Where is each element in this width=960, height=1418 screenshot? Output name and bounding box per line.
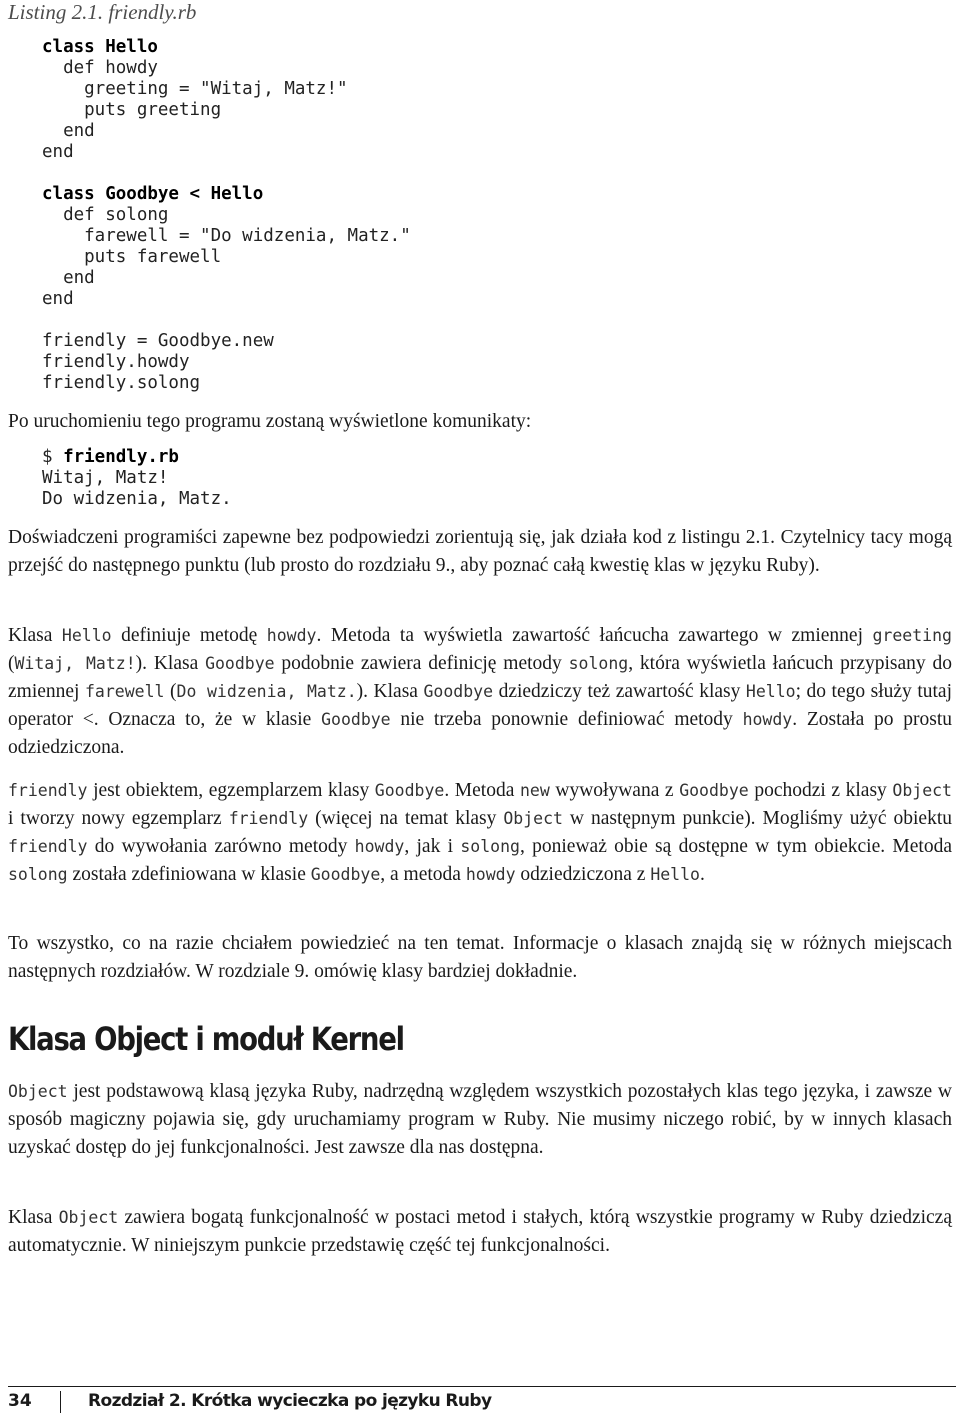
inline-code: Goodbye xyxy=(205,654,275,673)
inline-code: new xyxy=(519,781,550,800)
paragraph-friendly-object xyxy=(8,777,952,889)
text-run: To wszystko, co na razie chciałem powiedzieć na ten temat. Informacje o klasach znajdą się w różnych miejscach następnych rozdziałów. W rozdziale 9. omówię klasy bardziej dokładnie. xyxy=(8,933,952,982)
code-line xyxy=(42,310,411,331)
section-heading: Klasa Object i moduł Kernel xyxy=(8,1020,404,1058)
page-footer xyxy=(8,1386,956,1418)
inline-code: howdy xyxy=(354,837,405,856)
paragraph-experienced-programmers xyxy=(8,524,952,580)
code-token: def solong xyxy=(42,205,169,225)
intro-text: Po uruchomieniu tego programu zostaną wyświetlone komunikaty: xyxy=(8,411,532,432)
code-listing xyxy=(42,37,411,394)
text-run: i tworzy nowy egzemplarz xyxy=(8,808,229,829)
text-run: do wywołania zarówno metody xyxy=(87,836,355,857)
code-line xyxy=(42,142,411,163)
code-token: end xyxy=(42,289,74,309)
code-token: farewell = "Do widzenia, Matz." xyxy=(42,226,411,246)
inline-code: Object xyxy=(58,1208,119,1227)
code-token: puts farewell xyxy=(42,247,222,267)
listing-caption: Listing 2.1. friendly.rb xyxy=(8,0,197,24)
output-line xyxy=(42,447,232,468)
text-run: , ponieważ obie są dostępne w tym obiekcie. Metoda xyxy=(519,836,952,857)
inline-code: Hello xyxy=(650,865,700,884)
text-run: Doświadczeni programiści zapewne bez podpowiedzi zorientują się, jak działa kod z listingu 2.1. Czytelnicy tacy mogą przejść do następnego punktu (lub prosto do rozdziału 9., aby poznać całą kwestię klas w języku Ruby). xyxy=(8,527,952,576)
code-line xyxy=(42,331,411,352)
page-number: 34 xyxy=(8,1391,32,1411)
text-run: ( xyxy=(8,653,15,674)
inline-code: Goodbye xyxy=(423,682,494,701)
code-token: $ xyxy=(42,447,64,467)
inline-code: howdy xyxy=(266,626,317,645)
text-run: Klasa xyxy=(8,1207,59,1228)
text-run: dziedziczy też zawartość klasy xyxy=(493,681,746,702)
code-line xyxy=(42,79,411,100)
paragraph-hello-goodbye-explanation xyxy=(8,622,952,762)
paragraph-summary xyxy=(8,930,952,986)
code-token: friendly.howdy xyxy=(42,352,190,372)
code-line xyxy=(42,58,411,79)
inline-code: friendly xyxy=(8,837,88,856)
inline-code: Object xyxy=(503,809,563,828)
text-run: , jak i xyxy=(404,836,461,857)
text-run: ; do tego służy tutaj operator <. Oznacza to, że w klasie xyxy=(8,681,952,730)
inline-code: solong xyxy=(8,865,68,884)
inline-code: Goodbye xyxy=(374,781,445,800)
text-run: nie trzeba ponownie definiować metody xyxy=(390,709,743,730)
paragraph-object-class xyxy=(8,1078,952,1162)
text-run: . Metoda ta wyświetla zawartość łańcucha zawartego w zmiennej xyxy=(316,625,873,646)
text-run: w następnym punkcie). Mogliśmy użyć obiektu xyxy=(562,808,952,829)
inline-code: Goodbye xyxy=(310,865,381,884)
code-line xyxy=(42,247,411,268)
inline-code: friendly xyxy=(228,809,309,828)
code-line xyxy=(42,205,411,226)
code-line xyxy=(42,373,411,394)
text-run: . Metoda xyxy=(444,780,520,801)
output-line xyxy=(42,468,232,489)
code-token: class Hello xyxy=(42,37,158,57)
code-line xyxy=(42,352,411,373)
inline-code: solong xyxy=(568,654,629,673)
inline-code: howdy xyxy=(742,710,793,729)
text-run: . Została po prostu odziedziczona. xyxy=(8,709,952,758)
inline-code: Object xyxy=(8,1082,68,1101)
inline-code: greeting xyxy=(872,626,952,645)
code-token: class Goodbye < Hello xyxy=(42,184,264,204)
inline-code: Witaj, Matz! xyxy=(14,654,136,673)
code-token: friendly = Goodbye.new xyxy=(42,331,274,351)
inline-code: Goodbye xyxy=(679,781,749,800)
inline-code: Goodbye xyxy=(321,710,391,729)
inline-code: Hello xyxy=(61,626,112,645)
text-run: wywoływana z xyxy=(549,780,680,801)
text-run: zawiera bogatą funkcjonalność w postaci metod i stałych, którą wszystkie programy w Ruby dziedziczą automatycznie. W niniejszym punkcie przedstawię część tej funkcjonalności. xyxy=(8,1207,952,1256)
chapter-title: Rozdział 2. Krótka wycieczka po języku Ruby xyxy=(88,1391,492,1411)
footer-divider xyxy=(60,1391,61,1413)
text-run: definiuje metodę xyxy=(111,625,267,646)
inline-code: Object xyxy=(892,781,952,800)
terminal-output xyxy=(42,447,232,510)
text-run: . xyxy=(699,864,705,885)
inline-code: solong xyxy=(460,837,520,856)
code-token: puts greeting xyxy=(42,100,222,120)
text-run: ). Klasa xyxy=(135,653,206,674)
text-run: , a metoda xyxy=(380,864,466,885)
text-run: , która wyświetla łańcuch przypisany do zmiennej xyxy=(8,653,952,702)
text-run: została zdefiniowana w klasie xyxy=(67,864,311,885)
code-line xyxy=(42,289,411,310)
text-run: podobnie zawiera definicję metody xyxy=(274,653,569,674)
code-token: Do widzenia, Matz. xyxy=(42,489,232,509)
text-run: ). Klasa xyxy=(356,681,424,702)
text-run: pochodzi z klasy xyxy=(748,780,893,801)
code-line xyxy=(42,268,411,289)
text-run: (więcej na temat klasy xyxy=(308,808,504,829)
code-token: end xyxy=(42,268,95,288)
code-token: end xyxy=(42,142,74,162)
code-line xyxy=(42,100,411,121)
code-line xyxy=(42,121,411,142)
inline-code: Do widzenia, Matz. xyxy=(176,682,357,701)
code-line xyxy=(42,226,411,247)
text-run: odziedziczona z xyxy=(515,864,651,885)
code-line xyxy=(42,163,411,184)
code-line xyxy=(42,37,411,58)
code-token: end xyxy=(42,121,95,141)
output-line xyxy=(42,489,232,510)
code-token: Witaj, Matz! xyxy=(42,468,169,488)
inline-code: howdy xyxy=(465,865,516,884)
text-run: jest podstawową klasą języka Ruby, nadrzędną względem wszystkich pozostałych klas tego języka, i zawsze w sposób magiczny pojawia się, gdy uruchamiamy program w Ruby. Nie musimy niczego robić, by w innych klasach uzyskać dostęp do jej funkcjonalności. Jest zawsze dla nas dostępna. xyxy=(8,1081,952,1158)
inline-code: farewell xyxy=(85,682,165,701)
code-token: greeting = "Witaj, Matz!" xyxy=(42,79,348,99)
text-run: ( xyxy=(164,681,177,702)
text-run: jest obiektem, egzemplarzem klasy xyxy=(87,780,375,801)
paragraph-object-functionality xyxy=(8,1204,952,1260)
text-run: Klasa xyxy=(8,625,62,646)
code-line xyxy=(42,184,411,205)
inline-code: friendly xyxy=(8,781,88,800)
inline-code: Hello xyxy=(745,682,796,701)
code-token: friendly.solong xyxy=(42,373,201,393)
code-token: def howdy xyxy=(42,58,158,78)
code-token: friendly.rb xyxy=(63,447,179,467)
